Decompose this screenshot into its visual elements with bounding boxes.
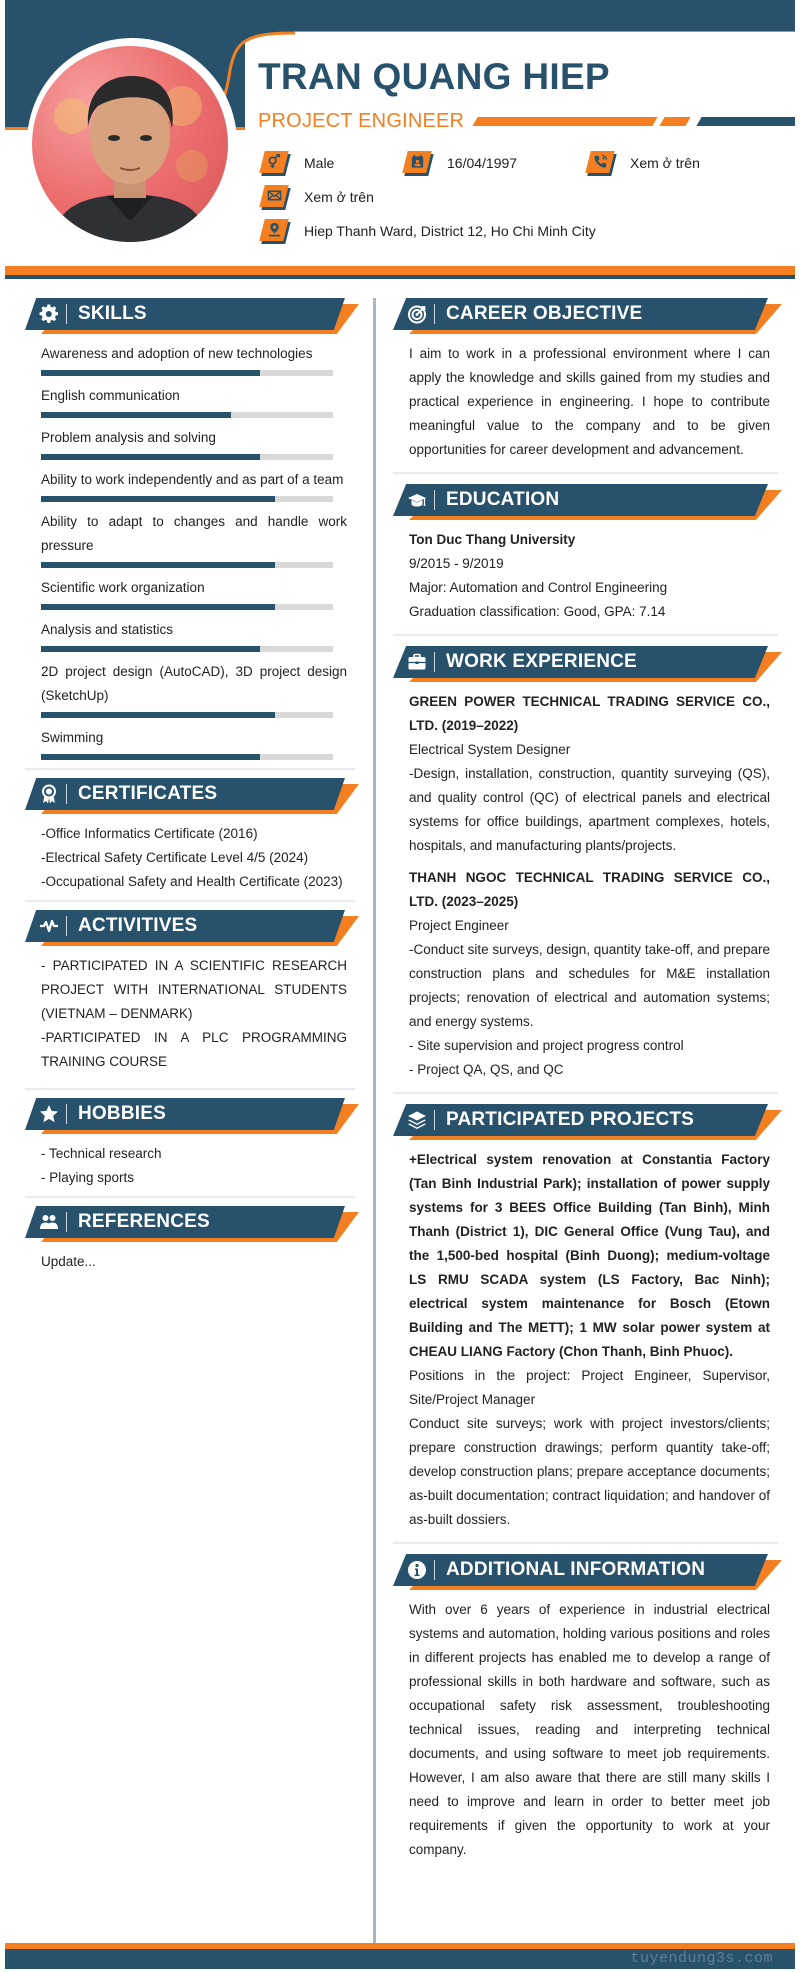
job-position: Project Engineer [409, 918, 509, 933]
target-icon [407, 304, 427, 324]
section-header [393, 484, 778, 520]
skill-level-fill [41, 412, 231, 418]
section-title: ACTIVITIVES [78, 915, 198, 936]
skill-level-fill [41, 496, 275, 502]
skill-level-fill [41, 454, 260, 460]
skill-level-bar [41, 754, 333, 760]
skill-level-bar [41, 646, 333, 652]
resume-page [5, 0, 795, 1972]
header-bottom-bar [5, 266, 795, 275]
skill-label: Swimming [41, 730, 104, 745]
education-details [393, 528, 778, 624]
hobbies-list [25, 1142, 355, 1190]
skills-section [25, 298, 355, 760]
section-title: WORK EXPERIENCE [446, 651, 637, 672]
section-title: HOBBIES [78, 1103, 166, 1124]
address-value: Hiep Thanh Ward, District 12, Ho Chi Minh City [304, 223, 596, 239]
skill-level-bar [41, 712, 333, 718]
career-objective-section [393, 298, 778, 462]
skill-level-bar [41, 412, 333, 418]
skill-label: Awareness and adoption of new technologies [41, 346, 313, 361]
certificate-item: -Office Informatics Certificate (2016) [41, 826, 258, 841]
education-classification: Graduation classification: Good, GPA: 7.14 [409, 604, 666, 619]
hobby-item: - Technical research [41, 1146, 162, 1161]
activities-list [25, 954, 355, 1074]
section-divider [393, 634, 778, 636]
header-bottom-bar-dark [5, 275, 795, 279]
skills-list [25, 342, 355, 760]
job-duty: - Project QA, QS, and QC [409, 1062, 564, 1077]
additional-info-section [393, 1554, 778, 1862]
gear-icon [39, 304, 59, 324]
title-decoration-bar [696, 117, 795, 126]
skill-level-bar [41, 496, 333, 502]
column-divider [373, 298, 376, 1966]
watermark: tuyendung3s.com [630, 1950, 773, 1967]
certificate-item: -Occupational Safety and Health Certificate (2023) [41, 874, 343, 889]
section-header [393, 298, 778, 334]
section-divider [25, 1196, 355, 1198]
job-position: Electrical System Designer [409, 742, 571, 757]
job-entry [409, 866, 770, 1082]
location-icon [262, 219, 292, 243]
career-objective-text: I aim to work in a professional environment where I can apply the knowledge and skills gained from my studies and practical experience in engineering. I hope to contribute meaningful value to the company and to be given opportunities for career development and advancement. [409, 346, 770, 457]
skill-level-bar [41, 562, 333, 568]
section-header [25, 778, 355, 814]
title-decoration-bar [659, 117, 690, 126]
contact-gender [262, 151, 334, 175]
gender-icon [262, 151, 292, 175]
info-icon [407, 1560, 427, 1580]
skill-label: 2D project design (AutoCAD), 3D project design (SketchUp) [41, 664, 347, 703]
section-divider [25, 900, 355, 902]
skill-level-bar [41, 370, 333, 376]
avatar-portrait [32, 46, 228, 242]
activity-item: -PARTICIPATED IN A PLC PROGRAMMING TRAINING COURSE [41, 1030, 347, 1069]
section-title: CERTIFICATES [78, 783, 218, 804]
section-title: ADDITIONAL INFORMATION [446, 1559, 706, 1580]
contact-address [262, 219, 596, 243]
projects-section [393, 1104, 778, 1532]
section-divider [393, 472, 778, 474]
section-divider [393, 1092, 778, 1094]
school-name: Ton Duc Thang University [409, 532, 576, 547]
hobbies-section [25, 1098, 355, 1190]
phone-icon [588, 151, 618, 175]
education-period: 9/2015 - 9/2019 [409, 556, 504, 571]
job-entry [409, 690, 770, 858]
job-company: THANH NGOC TECHNICAL TRADING SERVICE CO., LTD. (2023–2025) [409, 870, 770, 909]
work-experience-section [393, 646, 778, 1082]
users-icon [39, 1212, 59, 1232]
calendar-icon [405, 151, 435, 175]
star-icon [39, 1104, 59, 1124]
skill-level-fill [41, 604, 275, 610]
certificates-list [25, 822, 355, 894]
title-decoration-bar [472, 117, 657, 126]
certificate-item: -Electrical Safety Certificate Level 4/5 (2024) [41, 850, 309, 865]
work-experience-list [393, 690, 778, 1082]
contact-phone [588, 151, 700, 175]
graduation-cap-icon [407, 490, 427, 510]
projects-details [393, 1148, 778, 1532]
section-divider [25, 1088, 355, 1090]
certificates-section [25, 778, 355, 894]
activity-item: - PARTICIPATED IN A SCIENTIFIC RESEARCH PROJECT WITH INTERNATIONAL STUDENTS (VIETNAM – DENMARK) [41, 958, 347, 1021]
contact-birthday [405, 151, 517, 175]
skill-label: Scientific work organization [41, 580, 205, 595]
skill-level-fill [41, 646, 260, 652]
section-title: SKILLS [78, 303, 147, 324]
education-major: Major: Automation and Control Engineering [409, 580, 668, 595]
briefcase-icon [407, 652, 427, 672]
section-header [25, 910, 355, 946]
skill-label: Problem analysis and solving [41, 430, 216, 445]
projects-duties: Conduct site surveys; work with project investors/clients; prepare construction drawings; perform quantity take-off; develop construction plans; prepare acceptance documents; as-built documentation; contract liquidation; and handover of as-built dossiers. [409, 1416, 770, 1527]
award-icon [39, 784, 59, 804]
skill-level-fill [41, 712, 275, 718]
job-duty: -Conduct site surveys, design, quantity take-off, and prepare construction plans and schedules for M&E installation projects; renovation of electrical and automation systems; and energy systems. [409, 942, 770, 1029]
projects-summary: +Electrical system renovation at Constantia Factory (Tan Binh Industrial Park); installation of power supply systems for 3 BEES Office Building (Tan Binh), Minh Thanh (District 1), DIC General Office (Vung Tau), and the 1,500-bed hospital (Binh Duong); medium-voltage LS RMU SCADA system (LS Factory, Bac Ninh); electrical system maintenance for Bosch (Etown Building and The METT); 1 MW solar power system at CHEAU LIANG Factory (Chon Thanh, Binh Phuoc). [409, 1152, 770, 1359]
candidate-name: TRAN QUANG HIEP [258, 56, 610, 97]
skill-level-fill [41, 370, 260, 376]
section-title: CAREER OBJECTIVE [446, 303, 643, 324]
gender-value: Male [304, 155, 335, 171]
section-header [25, 1206, 355, 1242]
email-icon [262, 185, 292, 209]
skill-level-bar [41, 604, 333, 610]
skill-level-fill [41, 754, 260, 760]
section-header [25, 1098, 355, 1134]
job-duty: -Design, installation, construction, quantity surveying (QS), and quality control (QC) of electrical panels and electrical systems for office buildings, apartment complexes, hotels, hospitals, and manufacturing plants/projects. [409, 766, 770, 853]
hobby-item: - Playing sports [41, 1170, 135, 1185]
contact-email [262, 185, 374, 209]
references-text [25, 1250, 355, 1274]
section-divider [393, 1542, 778, 1544]
section-title: PARTICIPATED PROJECTS [446, 1109, 695, 1130]
avatar [32, 46, 228, 242]
skill-label: English communication [41, 388, 180, 403]
skill-level-bar [41, 454, 333, 460]
activities-section [25, 910, 355, 1074]
references-section [25, 1206, 355, 1274]
skill-label: Ability to work independently and as part of a team [41, 472, 344, 487]
section-header [393, 646, 778, 682]
education-section [393, 484, 778, 624]
birthday-value: 16/04/1997 [447, 155, 518, 171]
email-value: Xem ở trên [304, 189, 374, 205]
left-column [25, 298, 355, 1274]
section-header [393, 1104, 778, 1140]
skill-label: Ability to adapt to changes and handle work pressure [41, 514, 347, 553]
skill-level-fill [41, 562, 275, 568]
additional-info-text: With over 6 years of experience in industrial electrical systems and automation, holding various positions and roles in different projects has enabled me to develop a range of professional skills in both hardware and software, such as occupational safety risk assessment, troubleshooting technical issues, reading and interpreting technical documents, and using software to meet job requirements. However, I am also aware that there are still many skills I need to improve and learn in order to better meet job requirements if given the opportunity to work at your company. [409, 1602, 770, 1857]
skill-label: Analysis and statistics [41, 622, 174, 637]
layers-icon [407, 1110, 427, 1130]
job-title: PROJECT ENGINEER [258, 110, 465, 132]
projects-positions: Positions in the project: Project Engineer, Supervisor, Site/Project Manager [409, 1368, 770, 1407]
job-duty: - Site supervision and project progress control [409, 1038, 684, 1053]
phone-value: Xem ở trên [630, 155, 700, 171]
section-title: EDUCATION [446, 489, 560, 510]
section-header [393, 1554, 778, 1590]
right-column [393, 298, 778, 1862]
job-company: GREEN POWER TECHNICAL TRADING SERVICE CO., LTD. (2019–2022) [409, 694, 770, 733]
section-title: REFERENCES [78, 1211, 210, 1232]
section-header [25, 298, 355, 334]
pulse-icon [39, 916, 59, 936]
section-divider [25, 768, 355, 770]
reference-item: Update... [41, 1254, 96, 1269]
